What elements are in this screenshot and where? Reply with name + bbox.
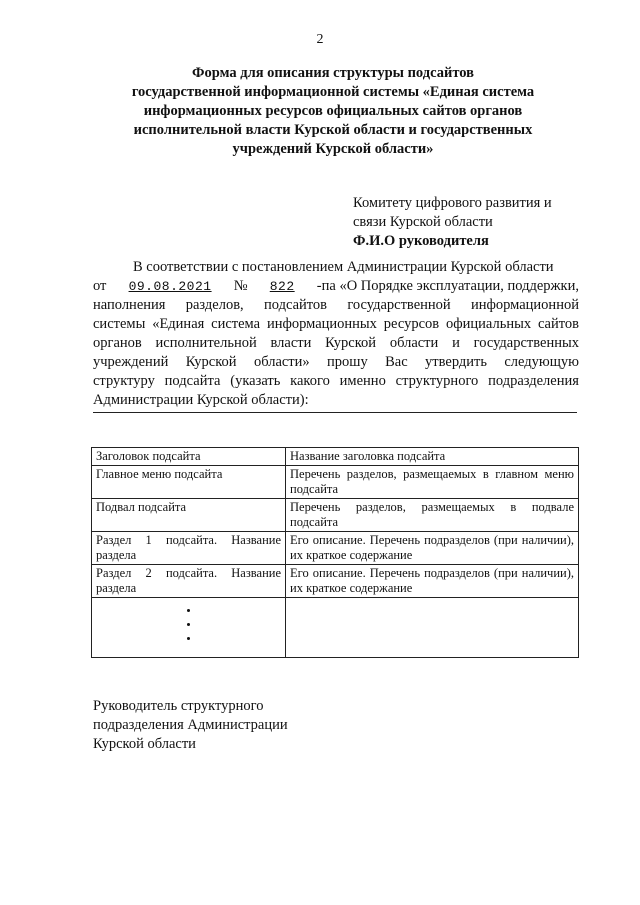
table-row-ellipsis — [92, 598, 579, 658]
paragraph-line: учреждений Курской области» прошу Вас утвердить следующую — [93, 354, 579, 370]
ellipsis-cell — [92, 598, 286, 658]
table-cell: Его описание. Перечень подразделов (при наличии), их краткое содержание — [286, 532, 579, 565]
addressee-line: Комитету цифрового развития и — [353, 195, 552, 211]
resolution-title-start: -па «О Порядке эксплуатации, поддержки, — [316, 278, 579, 294]
ellipsis-dot — [187, 637, 190, 640]
paragraph-line: наполнения разделов, подсайтов государственной информационной — [93, 297, 579, 313]
table-cell: Раздел 1 подсайта. Название раздела — [92, 532, 286, 565]
table-row — [92, 565, 579, 598]
fill-in-line — [93, 412, 577, 413]
table-cell: Перечень разделов, размещаемых в главном меню подсайта — [286, 466, 579, 499]
resolution-date: 09.08.2021 — [128, 279, 212, 294]
empty-cell — [286, 598, 579, 658]
paragraph-line — [93, 277, 579, 296]
subsite-structure-table — [91, 447, 579, 658]
paragraph-line: органов исполнительной власти Курской области и государственных — [93, 335, 579, 351]
paragraph-line: системы «Единая система информационных ресурсов официальных сайтов — [93, 316, 579, 332]
signature-line: подразделения Администрации — [93, 717, 288, 733]
title-line: Форма для описания структуры подсайтов — [192, 65, 474, 81]
addressee-line: связи Курской области — [353, 214, 493, 230]
table-row — [92, 466, 579, 499]
page-number: 2 — [316, 32, 324, 47]
table-row — [92, 499, 579, 532]
paragraph-line: Администрации Курской области): — [93, 392, 309, 408]
header-cell: Заголовок подсайта — [92, 448, 286, 466]
paragraph-line: структуру подсайта (указать какого именно структурного подразделения — [93, 373, 579, 389]
addressee-name: Ф.И.О руководителя — [353, 233, 489, 249]
table-cell: Раздел 2 подсайта. Название раздела — [92, 565, 286, 598]
title-line: государственной информационной системы «Единая система — [131, 84, 535, 100]
title-line: учреждений Курской области» — [232, 141, 434, 157]
table-cell: Перечень разделов, размещаемых в подвале подсайта — [286, 499, 579, 532]
table-cell: Его описание. Перечень подразделов (при наличии), их краткое содержание — [286, 565, 579, 598]
title-line: исполнительной власти Курской области и государственных — [133, 122, 533, 138]
signature-line: Курской области — [93, 736, 196, 752]
ellipsis-dot — [187, 609, 190, 612]
table-cell: Подвал подсайта — [92, 499, 286, 532]
signature-line: Руководитель структурного — [93, 698, 264, 714]
number-sign: № — [233, 278, 248, 294]
request-paragraph — [93, 258, 579, 410]
ellipsis-dot — [187, 623, 190, 626]
table-cell: Главное меню подсайта — [92, 466, 286, 499]
table-header-row — [92, 448, 579, 466]
document-title — [90, 64, 576, 159]
table-row — [92, 532, 579, 565]
resolution-number: 822 — [269, 279, 295, 294]
from-word: от — [93, 278, 107, 294]
header-cell: Название заголовка подсайта — [286, 448, 579, 466]
addressee-block — [353, 194, 552, 251]
title-line: информационных ресурсов официальных сайтов органов — [143, 103, 523, 119]
paragraph-line: В соответствии с постановлением Администрации Курской области — [133, 259, 554, 275]
signature-block — [93, 697, 288, 754]
